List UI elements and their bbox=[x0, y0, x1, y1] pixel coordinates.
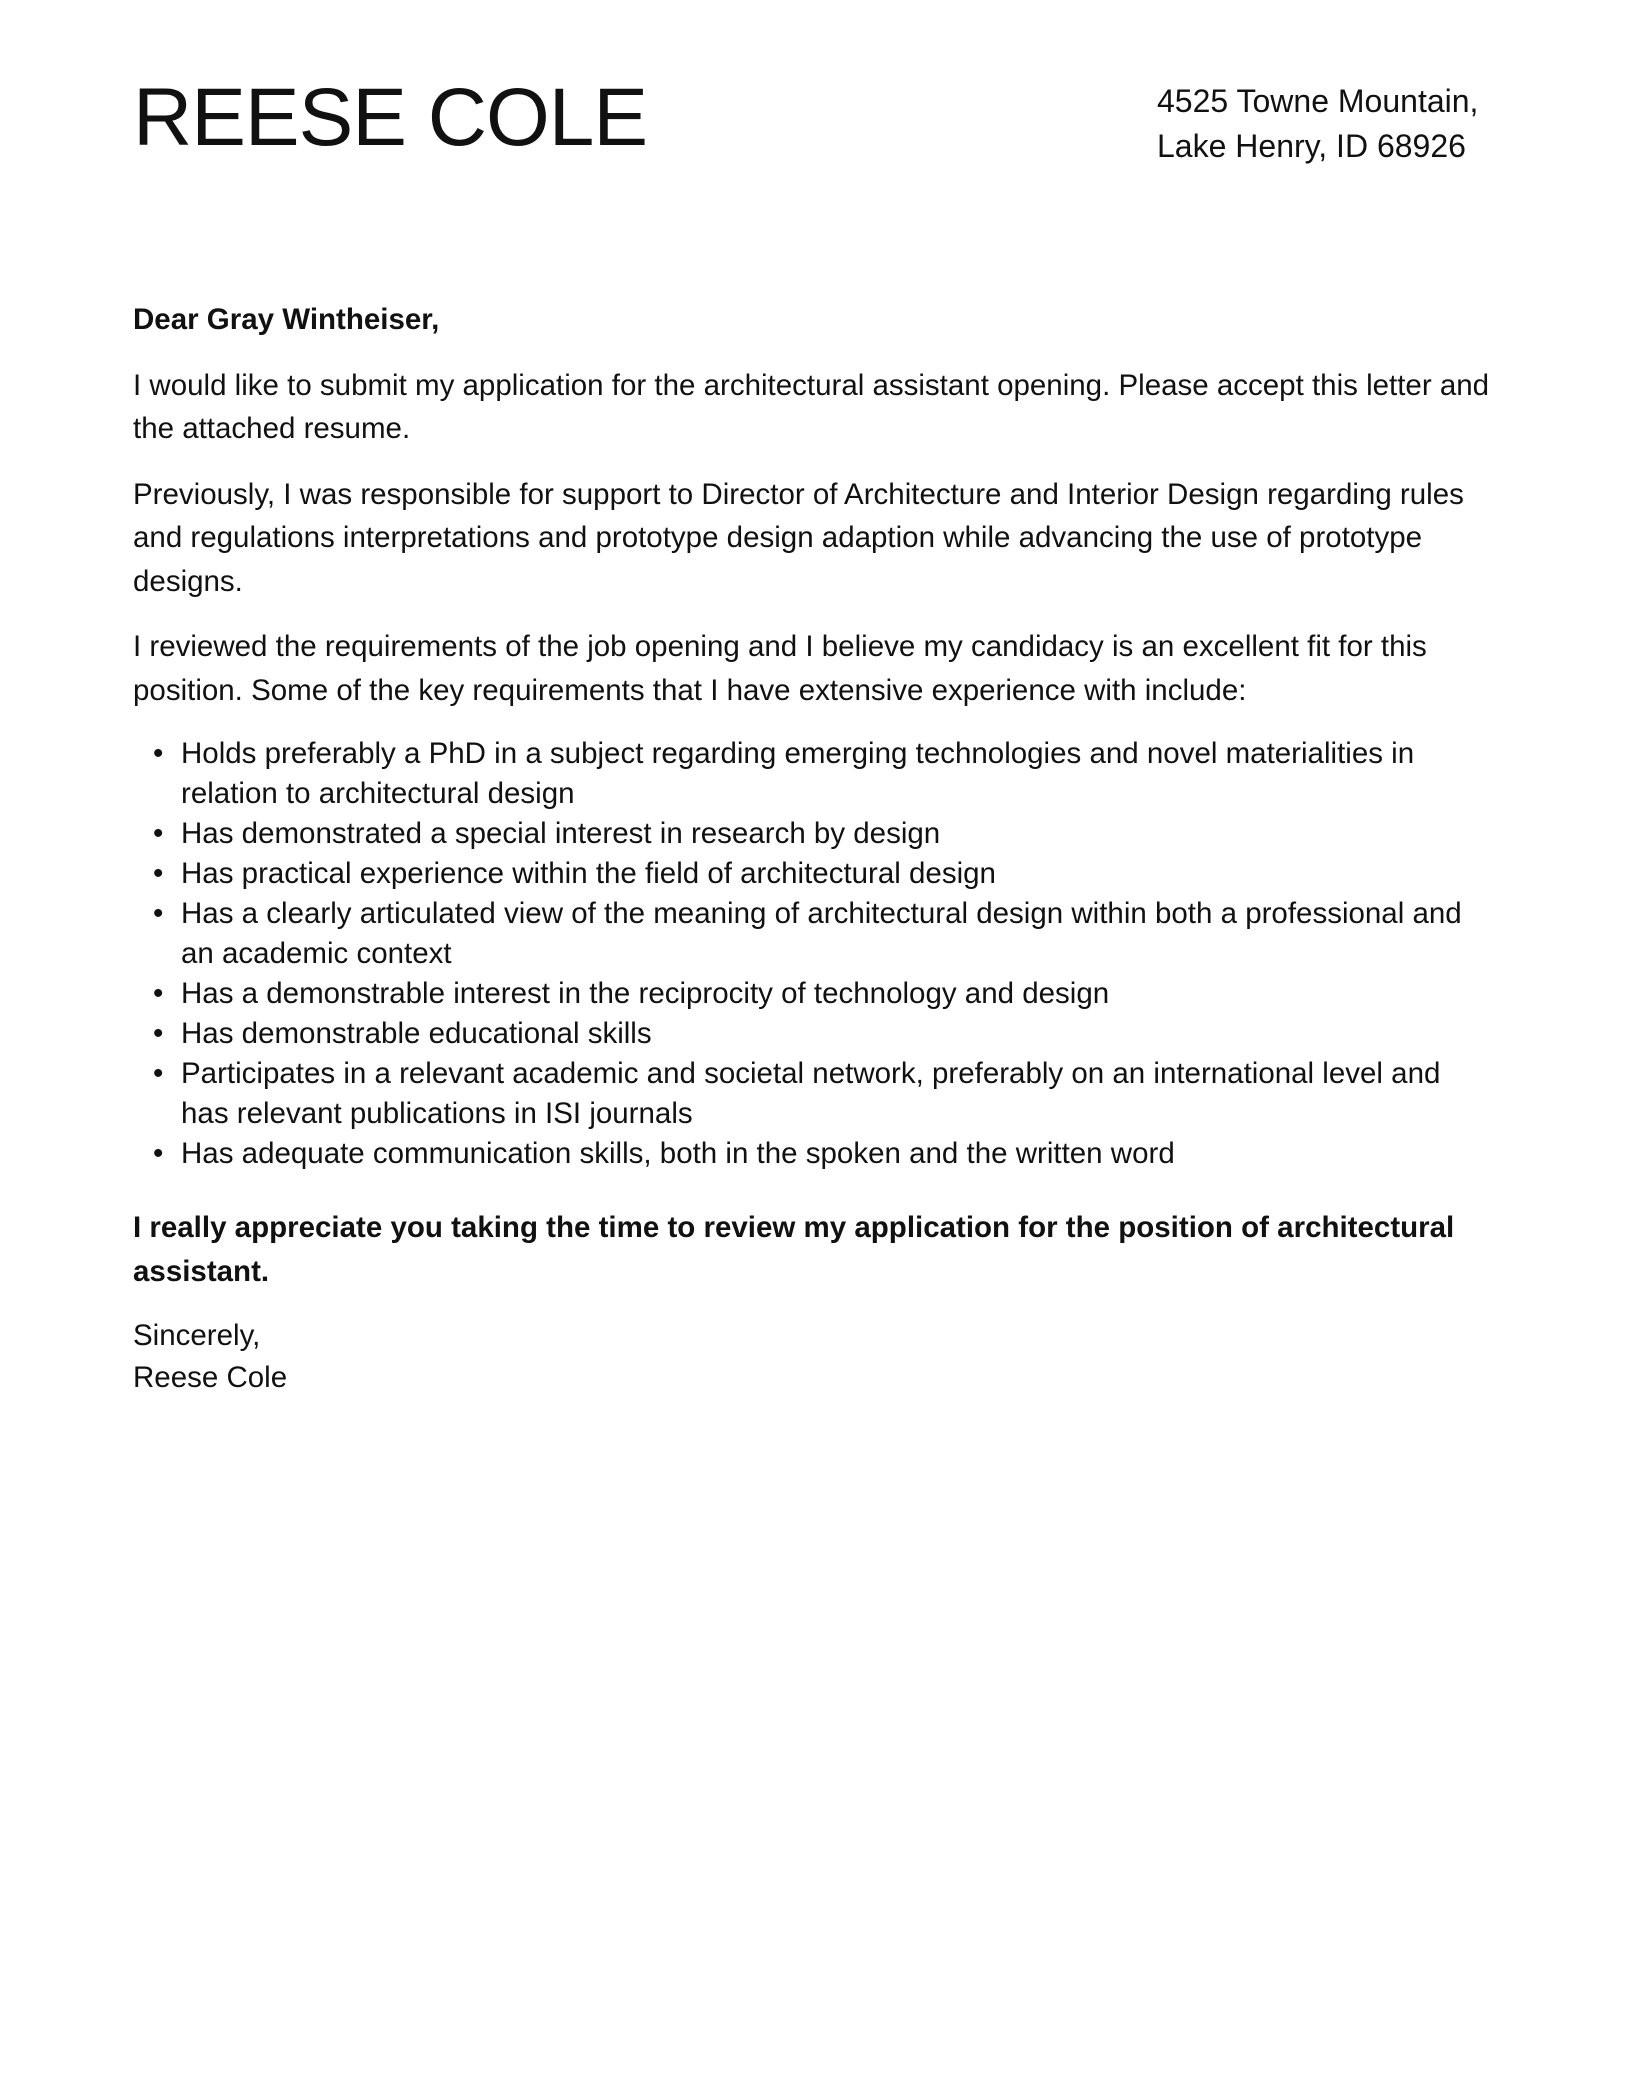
bullet-icon: • bbox=[153, 977, 164, 1010]
experience-paragraph: Previously, I was responsible for support to Director of Architecture and Interior Design regarding rules and regulations interpretations and prototype design adaption while advancing the use of prototype designs. bbox=[133, 477, 1464, 598]
address-line-1: 4525 Towne Mountain, bbox=[1157, 83, 1479, 119]
bullet-icon: • bbox=[153, 1057, 164, 1090]
list-item-text: Has a demonstrable interest in the reciprocity of technology and design bbox=[181, 977, 1110, 1010]
bullet-icon: • bbox=[153, 857, 164, 890]
list-item-text: Has demonstrated a special interest in research by design bbox=[181, 817, 941, 850]
list-item-text: Has practical experience within the field of architectural design bbox=[181, 857, 996, 890]
list-item bbox=[133, 1054, 1493, 1134]
bullet-icon: • bbox=[153, 1017, 164, 1050]
requirements-intro-paragraph: I reviewed the requirements of the job opening and I believe my candidacy is an excellent fit for this position. Some of the key requirements that I have extensive experience with include: bbox=[133, 630, 1427, 707]
list-item bbox=[133, 854, 1493, 894]
bullet-icon: • bbox=[153, 1137, 164, 1170]
bullet-icon: • bbox=[153, 817, 164, 850]
list-item bbox=[133, 1014, 1493, 1054]
letter-body bbox=[133, 298, 1493, 1399]
salutation: Dear Gray Wintheiser, bbox=[133, 303, 440, 336]
list-item bbox=[133, 814, 1493, 854]
applicant-name: REESE COLE bbox=[133, 72, 648, 163]
list-item bbox=[133, 974, 1493, 1014]
signoff bbox=[133, 1315, 1493, 1399]
bullet-icon: • bbox=[153, 737, 164, 770]
applicant-address bbox=[1157, 79, 1487, 169]
signoff-text: Sincerely, bbox=[133, 1319, 261, 1352]
list-item-text: Holds preferably a PhD in a subject regarding emerging technologies and novel materialities in relation to architectural design bbox=[181, 737, 1415, 810]
list-item-text: Has adequate communication skills, both in the spoken and the written word bbox=[181, 1137, 1175, 1170]
list-item bbox=[133, 1134, 1493, 1174]
list-item-text: Has a clearly articulated view of the meaning of architectural design within both a professional and an academic context bbox=[181, 897, 1462, 970]
list-item bbox=[133, 894, 1493, 974]
signature-name: Reese Cole bbox=[133, 1361, 288, 1394]
address-line-2: Lake Henry, ID 68926 bbox=[1157, 128, 1466, 164]
bullet-icon: • bbox=[153, 897, 164, 930]
requirements-list bbox=[133, 734, 1493, 1174]
closing-paragraph: I really appreciate you taking the time to review my application for the position of architectural assistant. bbox=[133, 1211, 1455, 1288]
list-item-text: Participates in a relevant academic and societal network, preferably on an international level and has relevant publications in ISI journals bbox=[181, 1057, 1441, 1130]
list-item-text: Has demonstrable educational skills bbox=[181, 1017, 652, 1050]
intro-paragraph: I would like to submit my application for the architectural assistant opening. Please accept this letter and the attached resume. bbox=[133, 368, 1490, 445]
list-item bbox=[133, 734, 1493, 814]
